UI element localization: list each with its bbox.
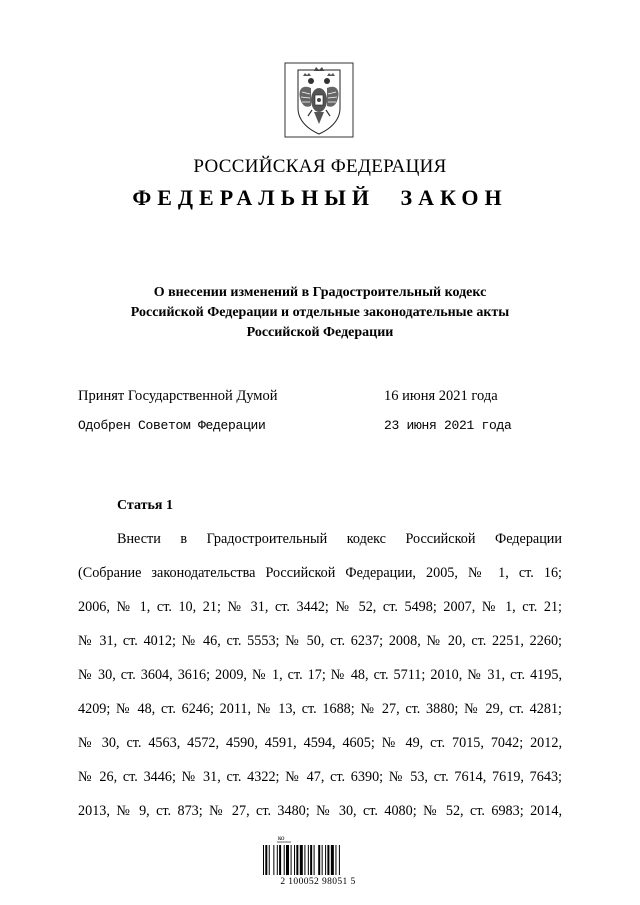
barcode-number: 2 100052 98051 5: [280, 877, 356, 887]
barcode-bar: [273, 845, 274, 875]
emblem-graphic: [284, 62, 354, 138]
barcode-bar: [265, 845, 267, 875]
barcode-bar: [294, 845, 295, 875]
barcode-bar: [291, 845, 292, 875]
barcode-bar: [325, 845, 326, 875]
article-line: № 30, ст. 3604, 3616; 2009, № 1, ст. 17; № 48, ст. 5711; 2010, № 31, ст. 4195,: [78, 667, 562, 683]
law-title-line: О внесении изменений в Градостроительный кодекс: [153, 285, 487, 300]
barcode-bar: [296, 845, 298, 875]
barcode-bar: [335, 845, 336, 875]
law-title-line: Российской Федерации: [246, 325, 394, 340]
country-name: РОССИЙСКАЯ ФЕДЕРАЦИЯ: [193, 156, 447, 177]
barcode-bar: [318, 845, 320, 875]
barcode-bar: [310, 845, 312, 875]
law-title: [100, 283, 540, 343]
barcode-bars: [263, 845, 340, 875]
article-line: № 26, ст. 3446; № 31, ст. 4322; № 47, ст. 6390; № 53, ст. 7614, 7619, 7643;: [78, 769, 562, 785]
adopted-by-duma-date: 16 июня 2021 года: [384, 388, 498, 404]
coat-of-arms-icon: [284, 62, 354, 138]
barcode-graphic: [258, 833, 378, 877]
barcode-bar: [314, 845, 315, 875]
document-type: ФЕДЕРАЛЬНЫЙ ЗАКОН: [132, 185, 508, 210]
law-title-line: Российской Федерации и отдельные законодательные акты: [130, 305, 510, 320]
article-line: 4209; № 48, ст. 6246; 2011, № 13, ст. 1688; № 27, ст. 3880; № 29, ст. 4281;: [78, 701, 562, 717]
barcode-bar: [308, 845, 309, 875]
barcode-bar: [286, 845, 289, 875]
article-line: 2013, № 9, ст. 873; № 27, ст. 3480; № 30, ст. 4080; № 52, ст. 6983; 2014,: [78, 803, 562, 819]
article-line: 2006, № 1, ст. 10, 21; № 31, ст. 3442; № 52, ст. 5498; 2007, № 1, ст. 21;: [78, 599, 562, 615]
barcode-bar: [331, 845, 334, 875]
approved-by-council-date: 23 июня 2021 года: [384, 418, 512, 433]
article-line: Внести в Градостроительный кодекс Российской Федерации: [117, 531, 562, 547]
barcode-bar: [269, 845, 270, 875]
adopted-by-duma-label: Принят Государственной Думой: [78, 388, 278, 404]
approved-by-council-label: Одобрен Советом Федерации: [78, 418, 266, 433]
barcode-bar: [284, 845, 285, 875]
article-body: [78, 530, 562, 836]
barcode-mark-text: ко: [278, 834, 285, 842]
document-barcode: [258, 833, 378, 893]
article-line: (Собрание законодательства Российской Федерации, 2005, № 1, ст. 16;: [78, 565, 562, 581]
barcode-bar: [322, 845, 323, 875]
article-line: № 30, ст. 4563, 4572, 4590, 4591, 4594, 4605; № 49, ст. 7015, 7042; 2012,: [78, 735, 562, 751]
barcode-bar: [300, 845, 303, 875]
barcode-bar: [339, 845, 340, 875]
article-line: № 31, ст. 4012; № 46, ст. 5553; № 50, ст. 6237; 2008, № 20, ст. 2251, 2260;: [78, 633, 562, 649]
barcode-bar: [277, 845, 278, 875]
article-heading: Статья 1: [117, 498, 173, 513]
barcode-bar: [327, 845, 329, 875]
barcode-bar: [279, 845, 281, 875]
barcode-bar: [263, 845, 264, 875]
barcode-bar: [304, 845, 305, 875]
